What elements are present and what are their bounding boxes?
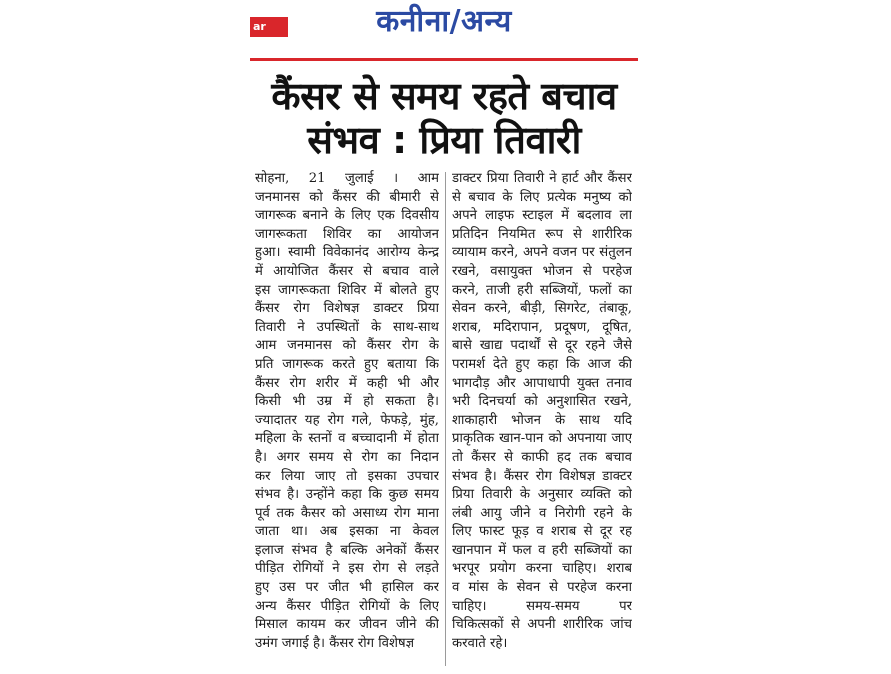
article-line: परामर्श देते हुए कहा कि आज की <box>452 356 632 372</box>
article-line: डाक्टर प्रिया तिवारी ने हार्ट और कैंसर <box>452 171 632 186</box>
article-column-right <box>452 170 632 653</box>
article-line: हुए उस पर जीत भी हासिल कर <box>255 580 439 596</box>
article-line: में आयोजित कैंसर से बचाव वाले <box>255 263 439 279</box>
article-line: भरपूर प्रयोग करना चाहिए। शराब <box>452 561 632 577</box>
article-line: कैंसर रोग विशेषज्ञ डाक्टर प्रिया <box>255 301 439 317</box>
article-line: संभव है। कैंसर रोग विशेषज्ञ डाक्टर <box>452 468 632 484</box>
article-line: शाकाहारी भोजन के साथ यदि <box>452 412 632 428</box>
article-line: व मांस के सेवन से परहेज करना <box>452 580 632 596</box>
article-line: से बचाव के लिए प्रत्येक मनुष्य को <box>452 189 632 205</box>
article-line: रखने, वसायुक्त भोजन से परहेज <box>452 263 632 279</box>
article-line: है। अगर समय से रोग का निदान <box>255 449 439 465</box>
article-column-left <box>255 170 439 653</box>
article-line: इस जागरूकता शिविर में बोलते हुए <box>255 282 439 298</box>
article-line: बासे खाद्य पदार्थों से दूर रहने जैसे <box>452 338 632 354</box>
article-line: करवाते रहे। <box>452 635 508 651</box>
article-line: ज्यादातर यह रोग गले, फेफड़े, मुंह, <box>255 412 439 428</box>
article-line: भरी दिनचर्या को अनुशासित रखने, <box>452 394 632 410</box>
section-title: कनीना/अन्य <box>376 4 512 39</box>
article-line: लंबी आयु जीने व निरोगी रहने के <box>452 505 632 521</box>
article-line: जागरूक बनाने के लिए एक दिवसीय <box>255 208 439 224</box>
article-line: भागदौड़ और आपाधापी युक्त तनाव <box>452 375 632 391</box>
article-line: चाहिए। समय-समय पर <box>452 598 632 614</box>
article-line: मिसाल कायम कर जीवन जीने की <box>255 617 439 633</box>
article-line: चिकित्सकों से अपनी शारीरिक जांच <box>452 617 632 633</box>
article-line: व्यायाम करने, अपने वजन पर संतुलन <box>452 245 632 261</box>
article-line: प्रतिदिन नियमित रूप से शारीरिक <box>452 226 632 242</box>
headline-line-2: संभव : प्रिया तिवारी <box>307 118 581 162</box>
article-line: करने, ताजी हरी सब्जियों, फलों का <box>452 282 632 298</box>
article-line: पूर्व तक कैसर को असाध्य रोग माना <box>255 505 439 521</box>
article-line: जनमानस को कैंसर की बीमारी से <box>255 189 439 205</box>
article-line: हुआ। स्वामी विवेकानंद आरोग्य केन्द्र <box>255 245 439 261</box>
article-line: कर लिया जाए तो इसका उपचार <box>255 468 439 484</box>
article-line: शराब, मदिरापान, प्रदूषण, दूषित, <box>452 319 632 335</box>
article-line: जाता था। अब इसका ना केवल <box>255 524 439 540</box>
article-line: लिए फास्ट फूड़ व शराब से दूर रह <box>452 524 632 540</box>
article-line: अन्य कैंसर पीड़ित रोगियों के लिए <box>255 598 439 614</box>
section-tag-label: ar <box>253 20 266 33</box>
article-line: कैंसर रोग शरीर में कही भी और <box>255 375 439 391</box>
article-line: इलाज संभव है बल्कि अनेकों कैंसर <box>255 542 439 558</box>
article-line: जागरूकता शिविर का आयोजन <box>255 226 439 242</box>
article-line: आम जनमानस को कैंसर रोग के <box>255 338 439 354</box>
article-line: किसी भी उम्र में हो सकता है। <box>255 394 439 410</box>
article-line: अपने लाइफ स्टाइल में बदलाव ला <box>452 208 632 224</box>
article-line: महिला के स्तनों व बच्चादानी में होता <box>255 431 439 447</box>
headline-line-1: कैंसर से समय रहते बचाव <box>271 74 617 118</box>
column-divider <box>445 172 446 666</box>
article-line: सोहना, 21 जुलाई । आम <box>255 171 439 186</box>
article-line: प्राकृतिक खान-पान को अपनाया जाए <box>452 431 632 447</box>
header-divider <box>250 58 638 61</box>
article-line: प्रति जागरूक करते हुए बताया कि <box>255 356 439 372</box>
article-line: खानपान में फल व हरी सब्जियों का <box>452 542 632 558</box>
article-line: उमंग जगाई है। कैंसर रोग विशेषज्ञ <box>255 635 415 651</box>
article-line: संभव है। उन्होंने कहा कि कुछ समय <box>255 487 439 503</box>
article-line: तिवारी ने उपस्थितों के साथ-साथ <box>255 319 439 335</box>
article-line: तो कैंसर से काफी हद तक बचाव <box>452 449 632 465</box>
article-line: सेवन करने, बीड़ी, सिगरेट, तंबाकू, <box>452 301 632 317</box>
article-line: पीड़ित रोगियों ने इस रोग से लड़ते <box>255 561 439 577</box>
article-line: प्रिया तिवारी के अनुसार व्यक्ति को <box>452 487 632 503</box>
